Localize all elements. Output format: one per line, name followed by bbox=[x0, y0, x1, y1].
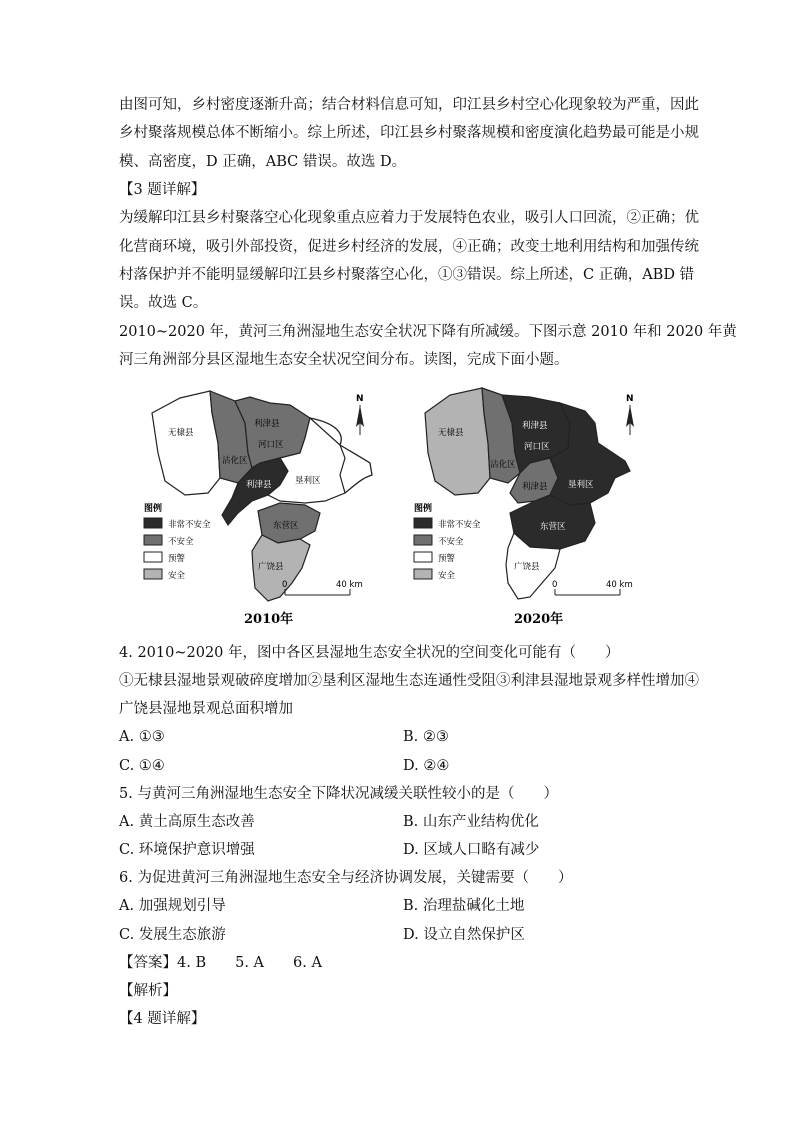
label-dongying: 东营区 bbox=[273, 521, 299, 531]
paragraph-line: 模、高密度，D 正确，ABC 错误。故选 D。 bbox=[119, 154, 407, 170]
legend-swatch-unsafe bbox=[414, 535, 432, 545]
option-a: A. ①③ bbox=[119, 729, 165, 745]
label-lijin: 利津县 bbox=[522, 482, 548, 492]
label-guangrao: 广饶县 bbox=[514, 562, 540, 572]
option-c: C. ①④ bbox=[119, 758, 165, 774]
label-guangrao: 广饶县 bbox=[258, 562, 284, 572]
question-stem: 6. 为促进黄河三角洲湿地生态安全与经济协调发展，关键需要（ ） bbox=[119, 870, 573, 886]
north-arrow-icon bbox=[626, 394, 634, 435]
legend-label: 安全 bbox=[438, 571, 456, 581]
legend-swatch-very-unsafe bbox=[144, 518, 162, 528]
label-zhanhua: 沾化区 bbox=[222, 456, 248, 466]
legend-title: 图例 bbox=[144, 504, 163, 514]
paragraph-line: 村落保护并不能明显缓解印江县乡村聚落空心化，①③错误。综上所述，C 正确，ABD 错 bbox=[119, 267, 695, 283]
label-lijin-top: 利津县 bbox=[522, 421, 548, 431]
region-wudi bbox=[152, 391, 220, 495]
legend-swatch-unsafe bbox=[144, 535, 162, 545]
option-b: B. ②③ bbox=[403, 729, 449, 745]
svg-text:N: N bbox=[626, 394, 634, 404]
section-heading: 【3 题详解】 bbox=[119, 182, 206, 198]
label-wudi: 无棣县 bbox=[168, 428, 194, 438]
answer-line: 【答案】4. B 5. A 6. A bbox=[119, 955, 322, 971]
option-d: D. ②④ bbox=[403, 758, 450, 774]
option-d: D. 区域人口略有减少 bbox=[403, 842, 540, 858]
svg-text:0: 0 bbox=[552, 580, 558, 590]
svg-text:N: N bbox=[356, 394, 364, 404]
question-statements: 广饶县湿地景观总面积增加 bbox=[119, 701, 293, 717]
question-statements: ①无棣县湿地景观破碎度增加②垦利区湿地生态连通性受阻③利津县湿地景观多样性增加④ bbox=[119, 673, 699, 689]
map-2020 bbox=[410, 383, 660, 631]
label-zhanhua: 沾化区 bbox=[490, 460, 516, 470]
option-d: D. 设立自然保护区 bbox=[403, 927, 525, 943]
map-figure bbox=[140, 383, 660, 631]
legend-swatch-safe bbox=[144, 569, 162, 579]
legend-swatch-warning bbox=[144, 552, 162, 562]
legend-label: 预警 bbox=[438, 554, 456, 564]
paragraph-line: 河三角洲部分县区湿地生态安全状况空间分布。读图，完成下面小题。 bbox=[119, 352, 569, 368]
label-dongying: 东营区 bbox=[540, 522, 566, 532]
label-kenli: 垦利区 bbox=[568, 480, 594, 490]
option-a: A. 黄土高原生态改善 bbox=[119, 814, 255, 830]
label-lijin-top: 利津县 bbox=[254, 419, 280, 429]
legend-label: 不安全 bbox=[168, 537, 194, 547]
question-stem: 5. 与黄河三角洲湿地生态安全下降状况减缓关联性较小的是（ ） bbox=[119, 786, 558, 802]
section-heading: 【4 题详解】 bbox=[119, 1011, 206, 1027]
legend-label: 不安全 bbox=[438, 537, 464, 547]
option-b: B. 治理盐碱化土地 bbox=[403, 898, 525, 914]
option-b: B. 山东产业结构优化 bbox=[403, 814, 539, 830]
svg-text:40 km: 40 km bbox=[606, 580, 633, 590]
paragraph-line: 2010~2020 年，黄河三角洲湿地生态安全状况下降有所减缓。下图示意 2010 年和 2020 年黄 bbox=[119, 324, 737, 340]
label-wudi: 无棣县 bbox=[438, 428, 464, 438]
map-2010 bbox=[140, 383, 390, 631]
legend-label: 非常不安全 bbox=[168, 520, 211, 530]
region-wudi bbox=[425, 388, 490, 495]
north-arrow-icon bbox=[356, 394, 364, 435]
analysis-heading: 【解析】 bbox=[119, 983, 177, 999]
legend-swatch-warning bbox=[414, 552, 432, 562]
scale-bar bbox=[552, 580, 633, 595]
question-stem: 4. 2010~2020 年，图中各区县湿地生态安全状况的空间变化可能有（ ） bbox=[119, 645, 620, 661]
label-kenli: 垦利区 bbox=[295, 476, 321, 486]
legend-swatch-very-unsafe bbox=[414, 518, 432, 528]
map-year: 2020年 bbox=[514, 612, 564, 627]
paragraph-line: 乡村聚落规模总体不断缩小。综上所述，印江县乡村聚落规模和密度演化趋势最可能是小规 bbox=[119, 125, 699, 141]
paragraph-line: 误。故选 C。 bbox=[119, 295, 208, 311]
label-lijin: 利津县 bbox=[246, 480, 272, 490]
legend-swatch-safe bbox=[414, 569, 432, 579]
scale-bar bbox=[282, 580, 363, 595]
option-c: C. 发展生态旅游 bbox=[119, 927, 226, 943]
paragraph-line: 为缓解印江县乡村聚落空心化现象重点应着力于发展特色农业，吸引人口回流，②正确；优 bbox=[119, 210, 699, 226]
map-year: 2010年 bbox=[244, 612, 294, 627]
label-hekou: 河口区 bbox=[524, 442, 550, 452]
legend-label: 预警 bbox=[168, 554, 186, 564]
paragraph-line: 由图可知，乡村密度逐渐升高；结合材料信息可知，印江县乡村空心化现象较为严重，因此 bbox=[119, 97, 699, 113]
svg-text:40 km: 40 km bbox=[336, 580, 363, 590]
paragraph-line: 化营商环境，吸引外部投资，促进乡村经济的发展，④正确；改变土地利用结构和加强传统 bbox=[119, 239, 699, 255]
legend-title: 图例 bbox=[414, 504, 433, 514]
legend-label: 安全 bbox=[168, 571, 186, 581]
svg-text:0: 0 bbox=[282, 580, 288, 590]
option-c: C. 环境保护意识增强 bbox=[119, 842, 255, 858]
label-hekou: 河口区 bbox=[258, 440, 284, 450]
option-a: A. 加强规划引导 bbox=[119, 898, 226, 914]
legend-label: 非常不安全 bbox=[438, 520, 481, 530]
